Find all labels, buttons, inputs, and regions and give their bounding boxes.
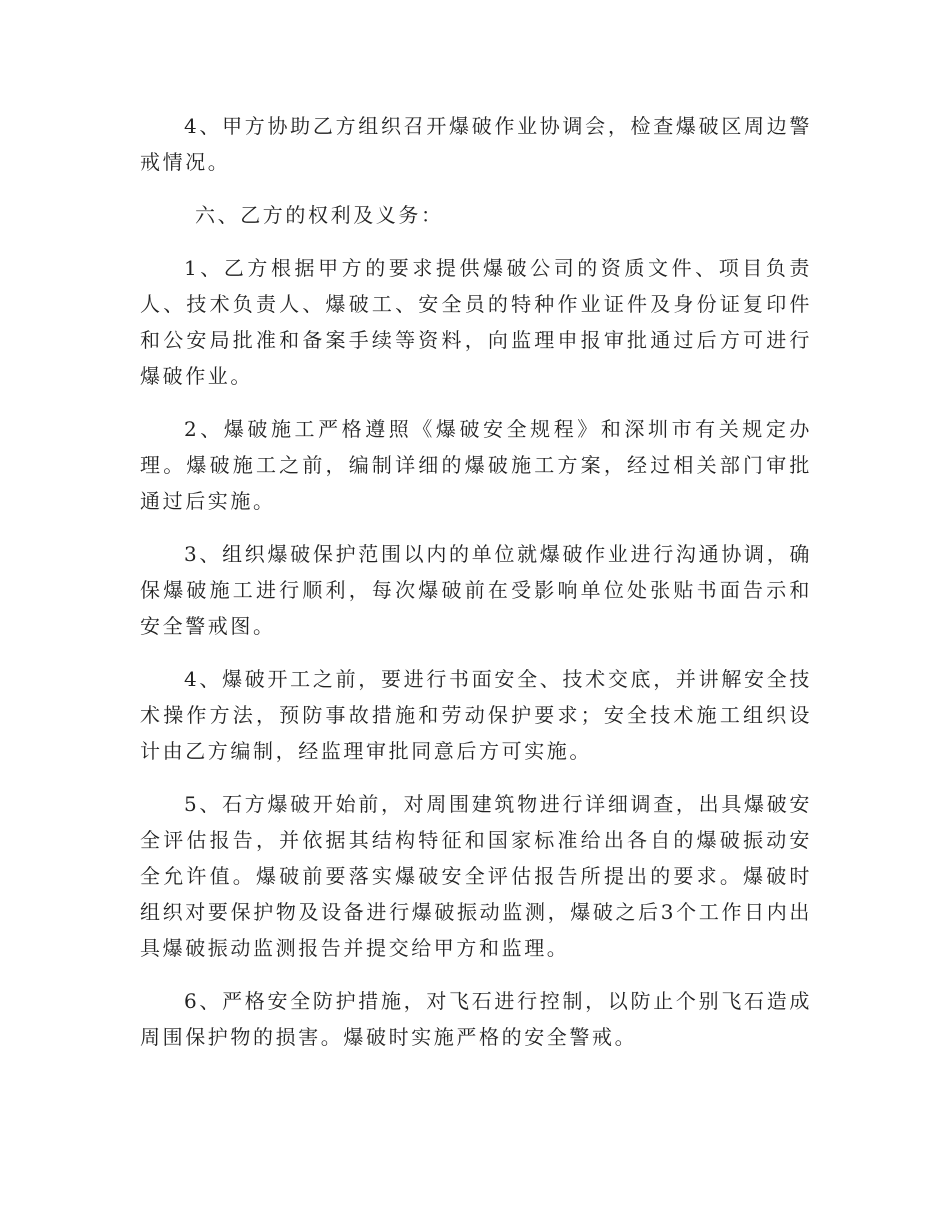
- clause-party-b-4: 4、爆破开工之前，要进行书面安全、技术交底，并讲解安全技术操作方法，预防事故措施和劳动保护要求；安全技术施工组织设计由乙方编制，经监理审批同意后方可实施。: [140, 667, 812, 763]
- clause-party-b-1: 1、乙方根据甲方的要求提供爆破公司的资质文件、项目负责人、技术负责人、爆破工、安全员的特种作业证件及身份证复印件和公安局批准和备案手续等资料，向监理申报审批通过后方可进行爆破作业。: [140, 256, 812, 388]
- clause-party-b-6: 6、严格安全防护措施，对飞石进行控制，以防止个别飞石造成周围保护物的损害。爆破时实施严格的安全警戒。: [140, 989, 812, 1049]
- document-body: [140, 108, 812, 1072]
- clause-party-b-2: 2、爆破施工严格遵照《爆破安全规程》和深圳市有关规定办理。爆破施工之前，编制详细的爆破施工方案，经过相关部门审批通过后实施。: [140, 417, 812, 513]
- clause-party-b-3: 3、组织爆破保护范围以内的单位就爆破作业进行沟通协调，确保爆破施工进行顺利，每次爆破前在受影响单位处张贴书面告示和安全警戒图。: [140, 542, 812, 638]
- clause-party-a-4: 4、甲方协助乙方组织召开爆破作业协调会，检查爆破区周边警戒情况。: [140, 114, 812, 174]
- clause-party-b-5: 5、石方爆破开始前，对周围建筑物进行详细调查，出具爆破安全评估报告，并依据其结构特征和国家标准给出各自的爆破振动安全允许值。爆破前要落实爆破安全评估报告所提出的要求。爆破时组织对要保护物及设备进行爆破振动监测，爆破之后3个工作日内出具爆破振动监测报告并提交给甲方和监理。: [140, 792, 812, 960]
- section-heading-party-b-rights: 六、乙方的权利及义务：: [195, 203, 444, 227]
